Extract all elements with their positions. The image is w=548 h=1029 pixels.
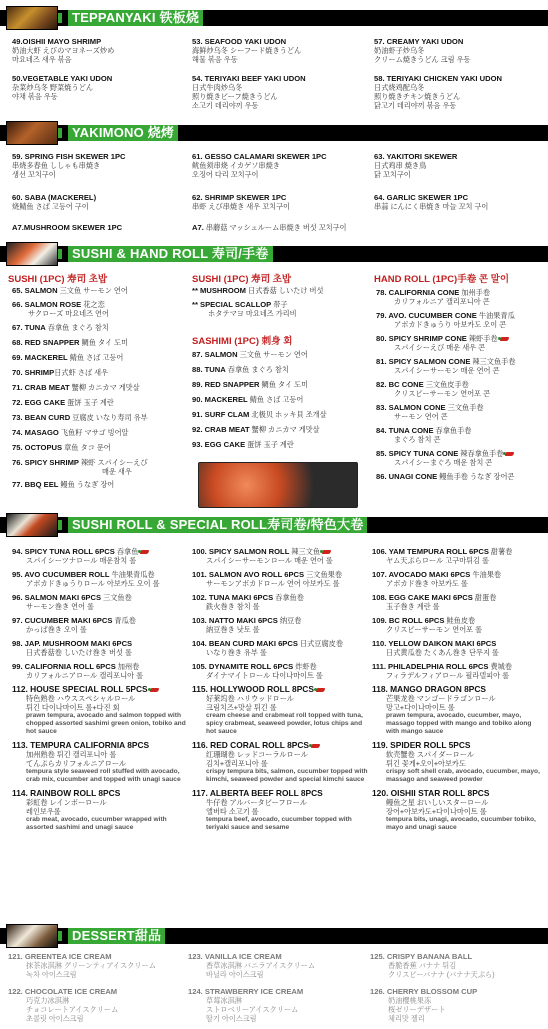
menu-item: 60. SABA (MACKEREL) 烧鲭鱼 さば 고등어 구이: [12, 193, 97, 211]
yakimono-photo: [6, 121, 58, 145]
section-banner-sushi-roll: SUSHI ROLL & SPECIAL ROLL寿司卷/特色大卷: [0, 513, 548, 537]
sushi-col2-header: SUSHI (1PC) 寿司 초밥: [192, 274, 292, 285]
teppanyaki-title: TEPPANYAKI: [72, 10, 156, 25]
menu-item: 49.OISHII MAYO SHRIMP 奶油大虾 えびのマヨネーズ炒め 마요네즈 새우 볶음: [12, 37, 115, 64]
menu-item: A7.MUSHROOM SKEWER 1PC: [12, 223, 123, 232]
spicy-icon: [505, 452, 514, 456]
sushi-col2-list: ** MUSHROOM 日式香菇 しいたけ 버섯 ** SPECIAL SCALLOP 带子 ホタテマヨ 마요네즈 가리비: [192, 286, 324, 318]
section-banner-sushi-hand-roll: SUSHI & HAND ROLL 寿司/手卷: [0, 242, 548, 266]
menu-item: A7. 串蘑菇 マッシュルーム串焼き 버섯 꼬치구이: [192, 223, 347, 232]
menu-item: 121. GREENTEA ICE CREAM 抹茶冰淇淋 グリーンティアイスクリーム 녹차 아이스크림: [8, 952, 156, 979]
sashimi-header: SASHIMI (1PC) 刺身 회: [192, 336, 293, 347]
spicy-icon: [150, 688, 159, 692]
menu-item: 54. TERIYAKI BEEF YAKI UDON 日式牛肉炒乌冬 照り焼きビーフ焼きうどん 소고기 데리야끼 우동: [192, 74, 306, 110]
teppanyaki-photo: [6, 6, 58, 30]
menu-item: 124. STRAWBERRY ICE CREAM 草莓冰淇淋 ストロベリーアイスクリーム 딸기 아이스크림: [188, 987, 304, 1023]
section-banner-yakimono: YAKIMONO 烧烤: [0, 121, 548, 145]
sushi-roll-title: SUSHI ROLL & SPECIAL ROLL: [72, 517, 268, 532]
spicy-icon: [140, 550, 149, 554]
menu-item: 64. GARLIC SKEWER 1PC 串蒜 にんにく串焼き 마늘 꼬치 구이: [374, 193, 489, 211]
spicy-icon: [311, 744, 320, 748]
menu-item: 57. CREAMY YAKI UDON 奶油虾子炒乌冬 クリーム焼きうどん 크림 우동: [374, 37, 471, 64]
hand-roll-header: HAND ROLL (1PC)手卷 콘 말이: [374, 274, 510, 285]
dessert-title: DESSERT: [72, 928, 135, 943]
menu-item: 122. CHOCOLATE ICE CREAM 巧克力冰淇淋 チョコレートアイスクリーム 초콜릿 아이스크림: [8, 987, 119, 1023]
yakimono-title: YAKIMONO: [72, 125, 144, 140]
menu-item: 125. CRISPY BANANA BALL 香脆香蕉 バナナ 튀김 クリスピーバナナ (バナナ天ぷら): [370, 952, 495, 979]
roll-col1: 94. SPICY TUNA ROLL 6PCS 吞拿鱼 スパイシーツナロール 매운참치 롤 95. AVO CUCUMBER ROLL 牛油果青瓜卷 アボカドきゅうりロール 아보카도 오이 롤 96. SALMON MAKI 6PCS 三文鱼卷 サーモン巻き 연어 롤 97. CUCUMBER MAKI 6PCS 青瓜卷 かっぱ巻き 오이 롤 98. JAP. MUSHROOM MAKI 6PCS 日式香菇卷 しいたけ巻き 버섯 롤 99. CALIFORNIA ROLL 6PCS 加州卷 カリフォルニアロール 캘리포니아 롤 112. HOUSE SPECIAL ROLL 5PCS 特色熟卷 ハウススペシャルロール 튀긴 다이나마이트 롤+다진 회 prawn tempura, avocado and salmon topped with chopped assorted sashimi green onion, tobiko and hot sauce 113. TEMPURA CALIFORNIA 8PCS 加州熟卷 튀긴 캘리포니아 롤 てんぷらカリフォルニアロール tempura style seaweed roll stuffed with avocado, crab mix, cucumber and topped with unagi sauce 114. RAINBOW ROLL 8PCS 彩虹卷 レインボーロール 레인보우롤 crab meat, avocado, cucumber wrapped with assorted sashimi and unagi sauce: [12, 547, 186, 831]
menu-item: 59. SPRING FISH SKEWER 1PC 串烧多春鱼 ししゃも串焼き 생선 꼬치구이: [12, 152, 126, 179]
menu-item: 126. CHERRY BLOSSOM CUP 奶油樱桃果冻 桜ゼリーデザート 체리맛 젤리: [370, 987, 478, 1023]
sushi-photo: [6, 242, 58, 266]
menu-item: 50.VEGETABLE YAKI UDON 杂菜炒乌冬 野菜焼うどん 야채 볶음 우동: [12, 74, 113, 101]
spicy-icon: [322, 550, 331, 554]
roll-col3: 106. YAM TEMPURA ROLL 6PCS 甜薯卷 ヤム天ぷらロール 고구마튀김 롤 107. AVOCADO MAKI 6PCS 牛油果卷 アボカド巻き 아보카도 롤 108. EGG CAKE MAKI 6PCS 甜蛋卷 玉子巻き 계란 롤 109. BC ROLL 6PCS 鲑鱼皮卷 クリスピーサーモン 연어포 롤 110. YELLOW DAIKON MAKI 6PCS 日式黄瓜卷 たくあん巻き 단무지 롤 111. PHILADELPHIA ROLL 6PCS 费城卷 フィラデルフィアロール 필라델피아 롤 118. MANGO DRAGON 8PCS 芒果龙卷 マンゴードラゴンロール 망고+다이나마이트 롤 prawn tempura, avocado, cucumber, mayo, massago topped with mango and tobiko along with mango sauce 119. SPIDER ROLL 5PCS 软壳蟹卷 スパイダーロール 튀긴 꽃게+오이+아보카도 crispy soft shell crab, avocado, cucumber, mayo, massago and seaweed powder 120. OISHII STAR ROLL 8PCS 鳗鱼之星 おいしいスターロール 장어+아보카도+다이나마이트 롤 tempura bits, unagi, avocado, cucumber tobiko, mayo and unagi sauce: [372, 547, 540, 831]
hand-roll-list: 78. CALIFORNIA CONE 加州手卷 カリフォルニア 캘리포니아 콘 79. AVO. CUCUMBER CONE 牛油果青瓜 アボカドきゅうり 아보카도 오이 콘 80. SPICY SHRIMP CONE 辣虾手卷 スパイシーえび 매운 새우 콘 81. SPICY SALMON CONE 辣三文鱼手卷 スパイシーサーモン 매운 연어 콘 82. BC CONE 三文鱼皮手卷 クリスピーサーモン 연어포 콘 83. SALMON CONE 三文鱼手卷 サーモン 연어 콘 84. TUNA CONE 吞拿鱼手卷 まぐろ 참치 콘 85. SPICY TUNA CONE 辣吞拿鱼手卷 スパイシーまぐろ 매운 참치 콘 86. UNAGI CONE 鳗鱼手卷 うなぎ 장어콘: [376, 288, 516, 481]
sushi-roll-photo: [6, 513, 58, 537]
menu-item: 62. SHRIMP SKEWER 1PC 串虾 えび串焼き 새우 꼬치구이: [192, 193, 290, 211]
menu-item: 61. GESSO CALAMARI SKEWER 1PC 鱿鱼须串烧 イカゲソ串焼き 오징어 다리 꼬치구이: [192, 152, 327, 179]
sushi-col1-list: 65. SALMON 三文鱼 サーモン 연어 66. SALMON ROSE 花之恋 サクローズ 마요네즈 연어 67. TUNA 吞拿鱼 まぐろ 참치 68. RED SNAPPER 鲷鱼 タイ 도미 69. MACKEREL 鲭鱼 さば 고등어 70. SHRIMP日式虾 さば 새우 71. CRAB MEAT 蟹柳 カニカマ 게맛살 72. EGG CAKE 蛋饼 玉子 계란 73. BEAN CURD 豆腐皮 いなり寿司 유부 74. MASAGO 飞鱼籽 マサゴ 빙어알 75. OCTOPUS 章鱼 タコ 문어 76. SPICY SHRIMP 辣虾 スパイシーえび 매운 새우 77. BBQ EEL 鳗鱼 うなぎ 장어: [12, 286, 148, 489]
roll-col2: 100. SPICY SALMON ROLL 辣三文鱼 スパイシーサーモンロール 매운 연어 롤 101. SALMON AVO ROLL 6PCS 三文鱼果卷 サーモンアボカドロール 연어 아보카도 롤 102. TUNA MAKI 6PCS 吞拿鱼卷 鉄火巻き 참치 롤 103. NATTO MAKI 6PCS 纳豆卷 納豆巻き 낫토 롤 104. BEAN CURD MAKI 6PCS 日式豆腐皮卷 いなり巻き 유부 롤 105. DYNAMITE ROLL 6PCS 炸虾卷 ダイナマイトロール 다이나마이트 롤 115. HOLLYWOOD ROLL 8PCS 好莱坞卷 ハリウッドロール 크림치즈+맛살 튀긴 롤 cream cheese and crabmeat roll topped with tuna, spicy crabmeat, seaweed powder, lotus chips and hot sauce 116. RED CORAL ROLL 8PCS 红珊瑚卷 レッドコーラルロール 김치+캘리포니아 롤 crispy tempura bits, salmon, cucumber topped with kimchi, seaweed powder and special kimchi sauce 117. ALBERTA BEEF ROLL 8PCS 牛仔卷 アルバータビーフロール 앨버타 소고기 롤 tempura beef, avocado, cucumber topped with teriyaki sauce and sesame: [192, 547, 368, 831]
spicy-icon: [316, 688, 325, 692]
spicy-icon: [500, 337, 509, 341]
section-banner-teppanyaki: TEPPANYAKI 铁板烧: [0, 6, 548, 30]
dessert-photo: [6, 924, 58, 948]
section-banner-dessert: DESSERT甜品: [0, 924, 548, 948]
sashimi-list: 87. SALMON 三文鱼 サーモン 연어 88. TUNA 吞拿鱼 まぐろ 참치 89. RED SNAPPER 鲷鱼 タイ 도미 90. MACKEREL 鲭鱼 さば 고등어 91. SURF CLAM 北极贝 ホッキ貝 조개살 92. CRAB MEAT 蟹柳 カニカマ 게맛살 93. EGG CAKE 蛋饼 玉子 계란: [192, 350, 327, 449]
menu-item: 63. YAKITORI SKEWER 日式鸡串 焼き鳥 닭 꼬치구이: [374, 152, 458, 179]
sashimi-photo: [198, 462, 358, 508]
sushi-col1-header: SUSHI (1PC) 寿司 초밥: [8, 274, 108, 285]
menu-item: 53. SEAFOOD YAKI UDON 海鲜炒乌冬 シーフード焼きうどん 해물 볶음 우동: [192, 37, 302, 64]
menu-item: 123. VANILLA ICE CREAM 香草冰淇淋 バニラアイスクリーム 바닐라 아이스크림: [188, 952, 316, 979]
menu-item: 58. TERIYAKI CHICKEN YAKI UDON 日式烧鸡配乌冬 照り焼きチキン焼きうどん 닭고기 데리야끼 볶음 우동: [374, 74, 502, 110]
sushi-hand-title: SUSHI & HAND ROLL: [72, 246, 209, 261]
